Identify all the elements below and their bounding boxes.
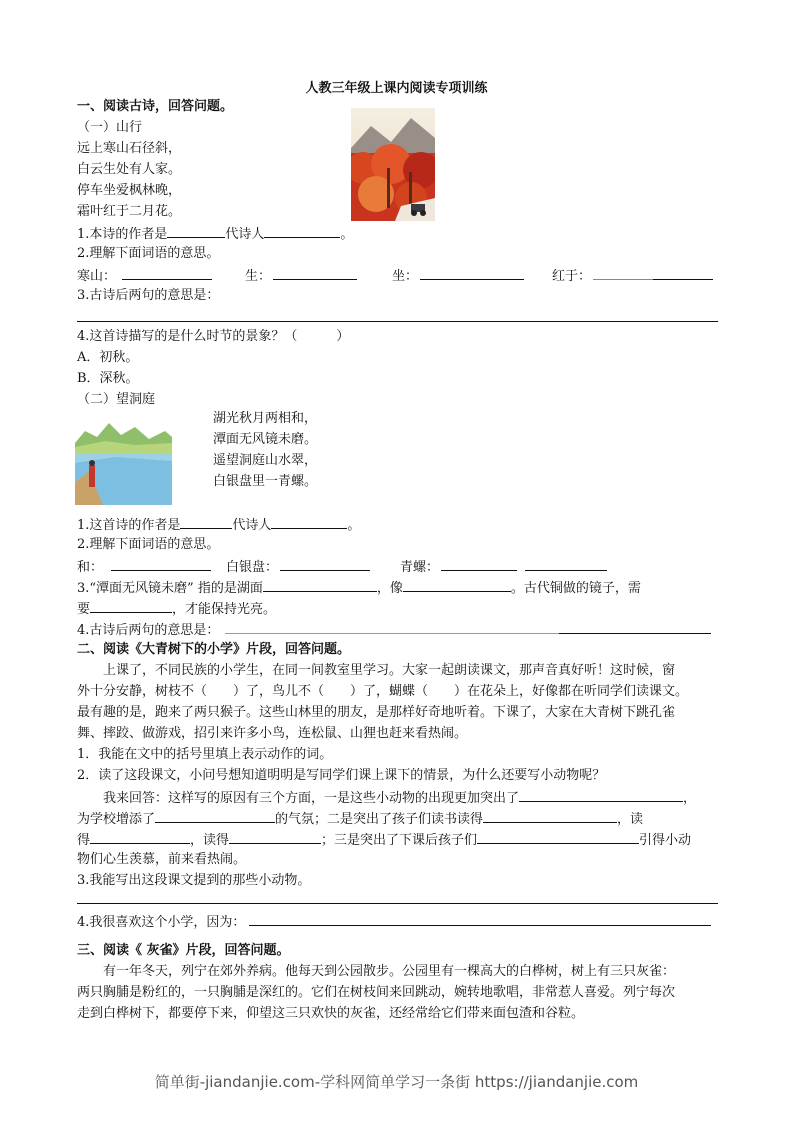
autumn-maple-illustration <box>351 108 435 221</box>
section1-heading: 一、阅读古诗，回答问题。 <box>77 99 234 114</box>
page-footer: 简单街-jiandanjie.com-学科网简单学习一条街 https://jiandanjie.com <box>154 1073 639 1091</box>
passage-line: 外十分安静，树枝不（ ）了，鸟儿不（ ）了，蝴蝶（ ）在花朵上，好像都在听同学们读课文。 <box>77 684 689 699</box>
answer-blank[interactable] <box>263 578 377 592</box>
answer-blank[interactable] <box>477 830 639 844</box>
poem1-line: 停车坐爱枫林晚， <box>77 183 182 198</box>
answer-blank[interactable] <box>559 620 711 634</box>
poem1-term: 红于： <box>552 266 713 286</box>
answer-blank[interactable] <box>122 266 212 280</box>
poem1-question-1: 1.本诗的作者是 代诗人 。 <box>77 224 353 244</box>
option-b: B．深秋。 <box>77 371 139 386</box>
poem1-line: 白云生处有人家。 <box>77 162 182 177</box>
answer-blank[interactable] <box>653 266 713 280</box>
answer-blank[interactable] <box>483 809 617 823</box>
poem2-label: （二）望洞庭 <box>77 392 156 407</box>
answer-blank[interactable] <box>420 266 524 280</box>
poem1-line: 远上寒山石径斜， <box>77 141 182 156</box>
poem2-term: 和： <box>77 557 211 577</box>
poem2-question-3: 3.“潭面无风镜未磨” 指的是湖面 ，像 。古代铜做的镜子，需 <box>77 578 641 598</box>
answer-blank[interactable] <box>593 266 653 280</box>
answer-line[interactable] <box>77 903 718 904</box>
section2-answer: 我来回答：这样写的原因有三个方面，一是这些小动物的出现更加突出了 ， <box>103 788 696 808</box>
poem1-question-3: 3.古诗后两句的意思是： <box>77 288 220 303</box>
answer-blank[interactable] <box>271 515 347 529</box>
answer-blank[interactable] <box>180 515 232 529</box>
poem1-label: （一）山行 <box>77 120 143 135</box>
answer-blank[interactable] <box>525 557 607 571</box>
passage-line: 最有趣的是，跑来了两只猴子。这些山林里的朋友，是那样好奇地听着。下课了，大家在大青树下跳孔雀 <box>77 705 676 720</box>
poem1-question-2: 2.理解下面词语的意思。 <box>77 246 220 261</box>
poem1-term: 生： <box>245 266 357 286</box>
answer-blank[interactable] <box>264 224 340 238</box>
section2-question-1: 1．我能在文中的括号里填上表示动作的词。 <box>77 747 333 762</box>
poem2-question-3-cont: 要 ，才能保持光亮。 <box>77 599 276 619</box>
section2-answer: 物们心生羡慕，前来看热闹。 <box>77 852 247 867</box>
answer-blank[interactable] <box>90 830 190 844</box>
passage-line: 走到白桦树下，都要停下来，仰望这三只欢快的灰雀，还经常给它们带来面包渣和谷粒。 <box>77 1006 585 1021</box>
lake-poet-illustration <box>75 413 172 505</box>
answer-blank[interactable] <box>280 557 370 571</box>
section2-heading: 二、阅读《大青树下的小学》片段，回答问题。 <box>77 642 351 657</box>
poem2-line: 湖光秋月两相和， <box>213 411 318 426</box>
answer-line[interactable] <box>77 321 718 322</box>
section2-answer: 得 ，读得 ；三是突出了下课后孩子们 引得小动 <box>77 830 691 850</box>
answer-blank[interactable] <box>167 224 225 238</box>
poem2-term: 白银盘： <box>226 557 370 577</box>
option-a: A．初秋。 <box>77 350 139 365</box>
poem2-term: 青螺： <box>400 557 607 577</box>
poem1-term: 寒山： <box>77 266 212 286</box>
poem2-line: 遥望洞庭山水翠， <box>213 453 318 468</box>
poem2-question-4: 4.古诗后两句的意思是： <box>77 620 711 640</box>
answer-blank[interactable] <box>441 557 517 571</box>
section2-question-3: 3.我能写出这段课文提到的那些小动物。 <box>77 873 311 888</box>
answer-blank[interactable] <box>225 620 559 634</box>
answer-blank[interactable] <box>111 557 211 571</box>
passage-line: 舞、摔跤、做游戏，招引来许多小鸟，连松鼠、山狸也赶来看热闹。 <box>77 726 468 741</box>
poem1-term: 坐： <box>392 266 524 286</box>
section2-question-4: 4.我很喜欢这个小学，因为： <box>77 912 711 932</box>
answer-blank[interactable] <box>90 599 172 613</box>
passage-line: 上课了，不同民族的小学生，在同一间教室里学习。大家一起朗读课文，那声音真好听！这时候，窗 <box>103 663 676 678</box>
page-title: 人教三年级上课内阅读专项训练 <box>305 81 488 96</box>
passage-line: 有一年冬天，列宁在郊外养病。他每天到公园散步。公园里有一棵高大的白桦树，树上有三只灰雀： <box>103 964 676 979</box>
poem2-line: 潭面无风镜未磨。 <box>213 432 318 447</box>
poem1-question-4: 4.这首诗描写的是什么时节的景象？（ ） <box>77 329 350 344</box>
section2-question-2: 2．读了这段课文，小问号想知道明明是写同学们课上课下的情景，为什么还要写小动物呢？ <box>77 768 606 783</box>
passage-line: 两只胸脯是粉红的，一只胸脯是深红的。它们在树枝间来回跳动，婉转地歌唱，非常惹人喜爱。列宁每次 <box>77 985 676 1000</box>
poem1-line: 霜叶红于二月花。 <box>77 204 182 219</box>
poem2-question-1: 1.这首诗的作者是 代诗人 。 <box>77 515 360 535</box>
answer-blank[interactable] <box>519 788 683 802</box>
answer-blank[interactable] <box>155 809 275 823</box>
answer-blank[interactable] <box>273 266 357 280</box>
answer-blank[interactable] <box>249 912 711 926</box>
section3-heading: 三、阅读《 灰雀》片段，回答问题。 <box>77 943 290 958</box>
answer-blank[interactable] <box>403 578 511 592</box>
section2-answer: 为学校增添了 的气氛；二是突出了孩子们读书读得 ，读 <box>77 809 643 829</box>
poem2-line: 白银盘里一青螺。 <box>213 474 318 489</box>
poem2-question-2: 2.理解下面词语的意思。 <box>77 537 220 552</box>
answer-blank[interactable] <box>229 830 321 844</box>
